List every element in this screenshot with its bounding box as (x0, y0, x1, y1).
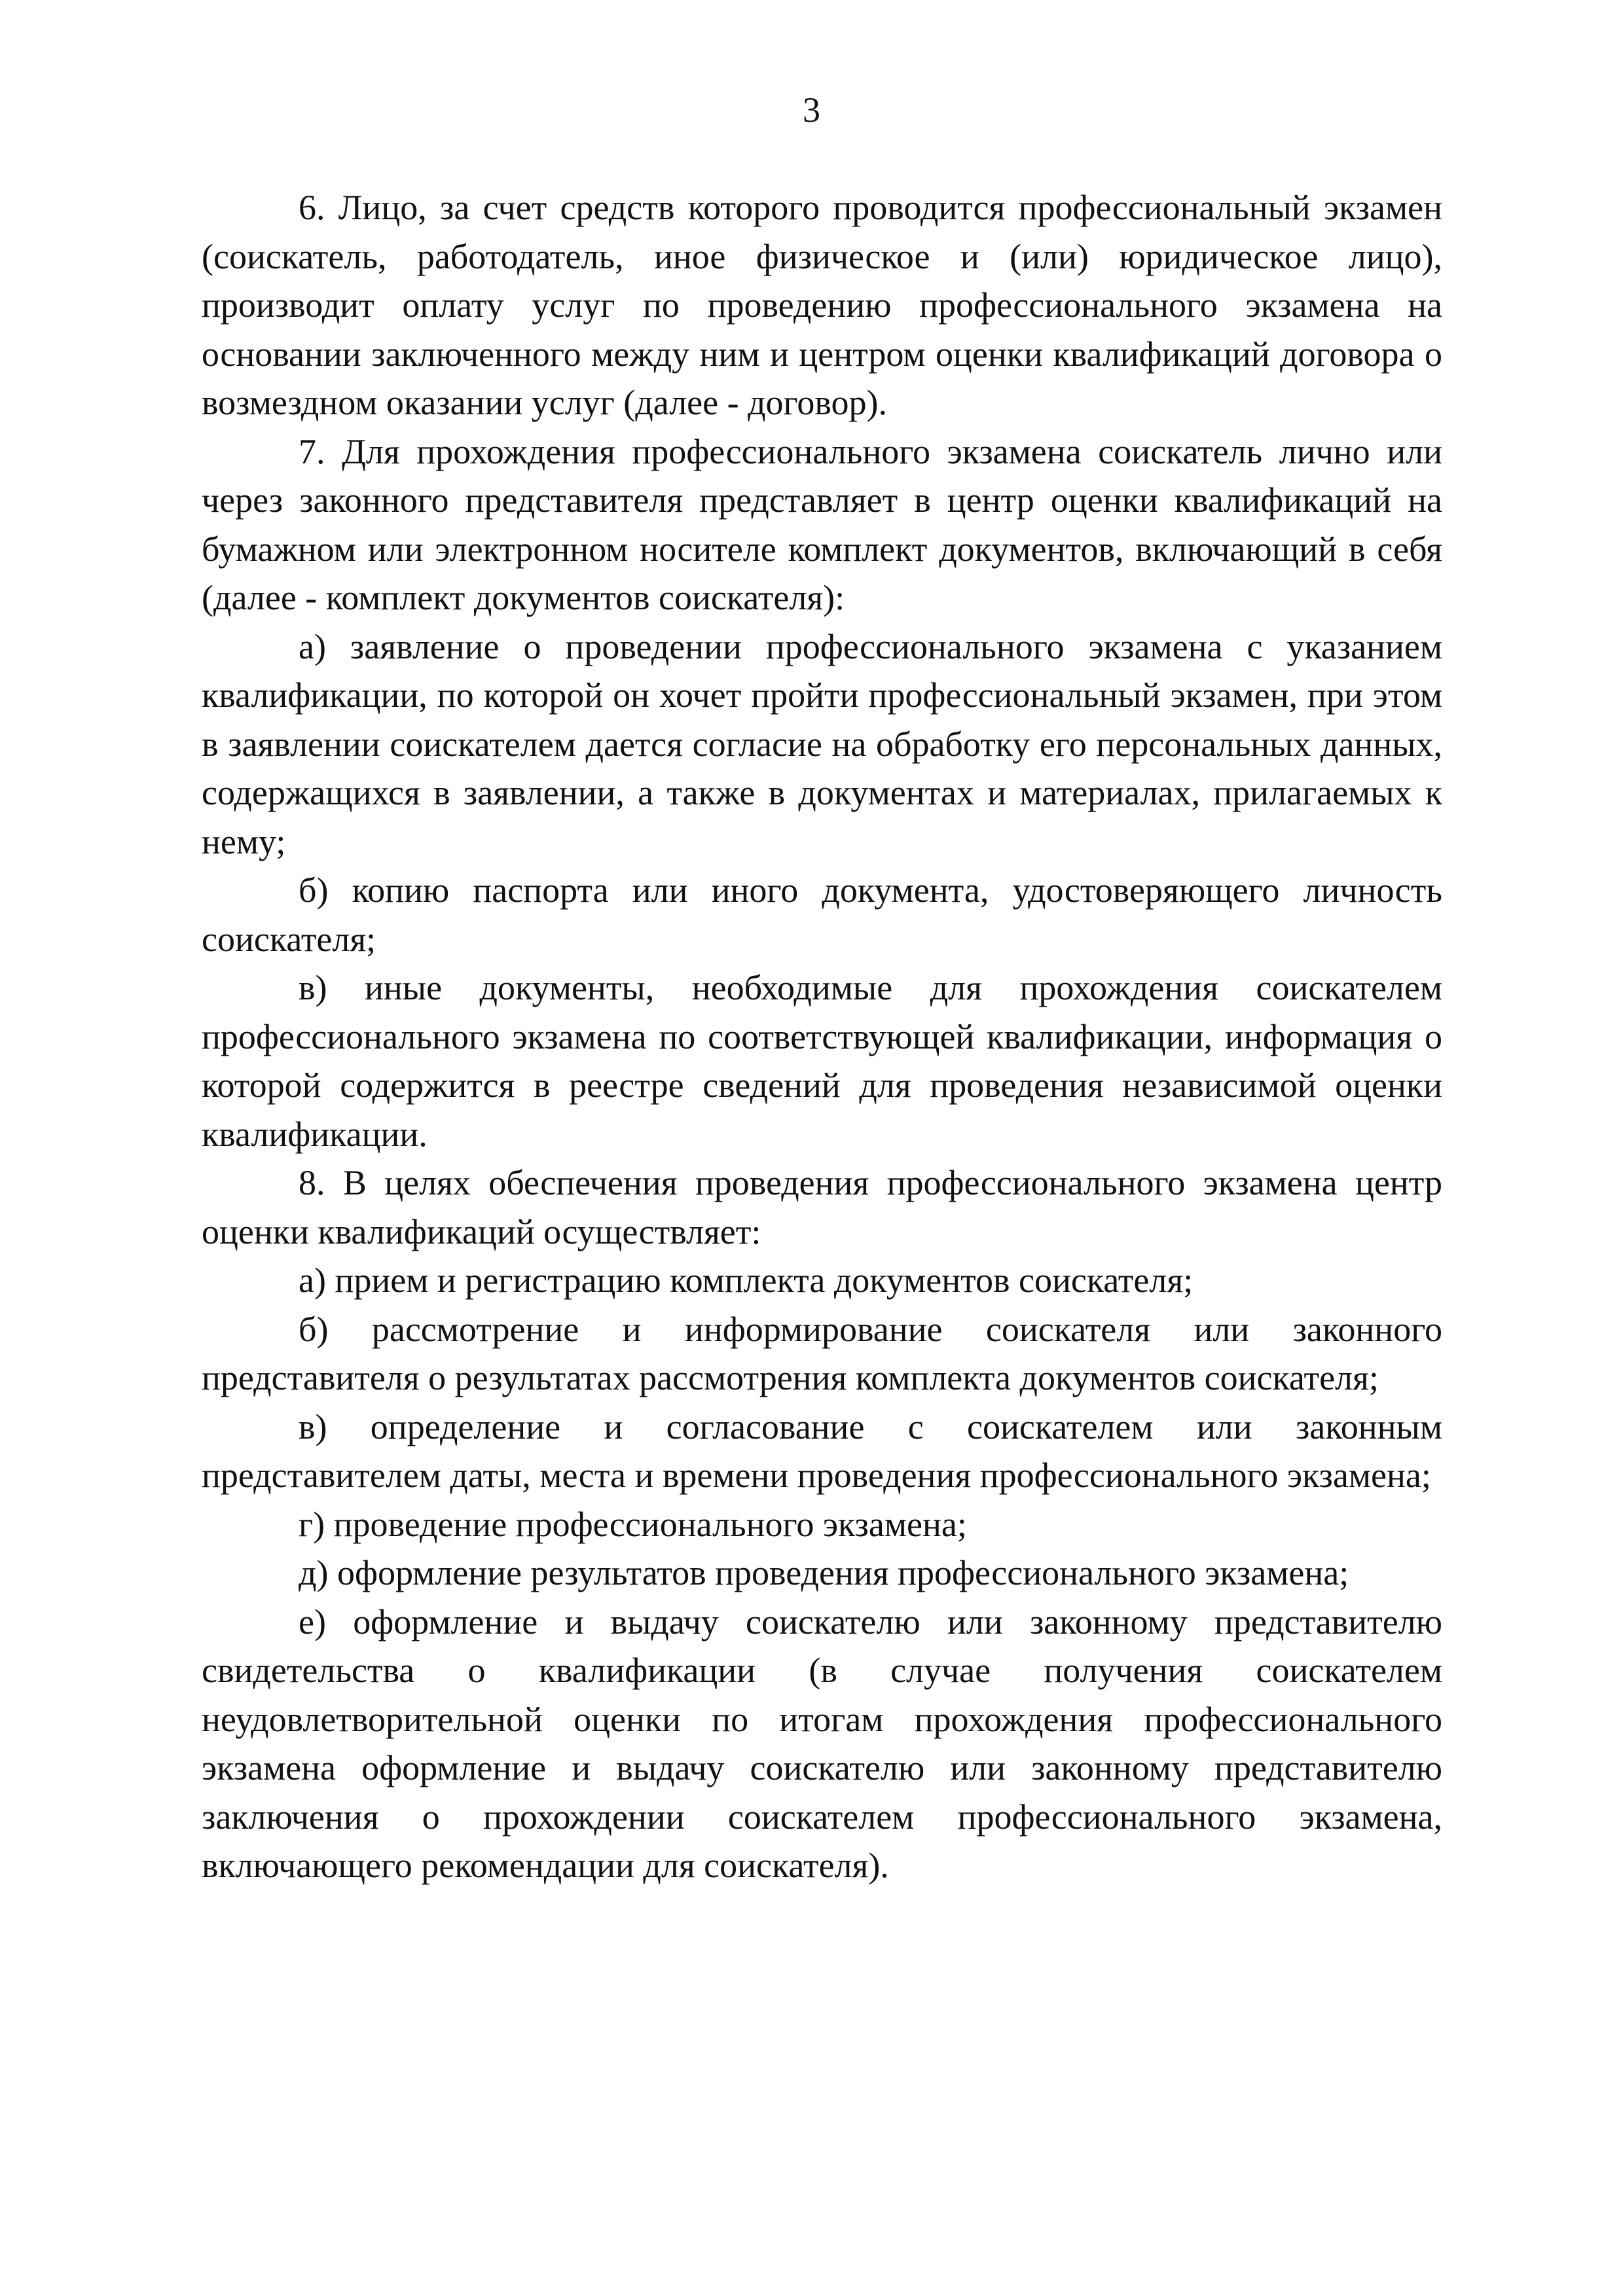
paragraph-7-item-v: в) иные документы, необходимые для прохождения соискателем профессионального экзамена по соответствующей квалификации, информация о которой содержится в реестре сведений для проведения независимой оценки квалификации. (202, 968, 1442, 1154)
paragraph-8-item-b: б) рассмотрение и информирование соискателя или законного представителя о результатах рассмотрения комплекта документов соискателя; (202, 1309, 1442, 1397)
paragraph-8-item-g: г) проведение профессионального экзамена; (299, 1504, 967, 1544)
paragraph-8-item-e: е) оформление и выдачу соискателю или законному представителю свидетельства о квалификации (в случае получения соискателем неудовлетворительной оценки по итогам прохождения профессионального экзамена оформление и выдачу соискателю или законному представителю заключения о прохождении соискателем профессионального экзамена, включающего рекомендации для соискателя). (202, 1602, 1442, 1885)
page-number: 3 (803, 90, 820, 130)
document-body (202, 183, 1442, 1890)
paragraph-8-item-d: д) оформление результатов проведения профессионального экзамена; (299, 1553, 1349, 1592)
paragraph-6: 6. Лицо, за счет средств которого проводится профессиональный экзамен (соискатель, работодатель, иное физическое и (или) юридическое лицо), производит оплату услуг по проведению профессионального экзамена на основании заключенного между ним и центром оценки квалификаций договора о возмездном оказании услуг (далее - договор). (202, 188, 1442, 422)
paragraph-8-item-v: в) определение и согласование с соискателем или законным представителем даты, места и времени проведения профессионального экзамена; (202, 1407, 1442, 1495)
paragraph-8: 8. В целях обеспечения проведения профессионального экзамена центр оценки квалификаций осуществляет: (202, 1163, 1442, 1251)
paragraph-7-item-b: б) копию паспорта или иного документа, удостоверяющего личность соискателя; (202, 870, 1442, 959)
paragraph-8-item-a: а) прием и регистрацию комплекта документов соискателя; (299, 1261, 1194, 1300)
paragraph-7-item-a: а) заявление о проведении профессионального экзамена с указанием квалификации, по которой он хочет пройти профессиональный экзамен, при этом в заявлении соискателем дается согласие на обработку его персональных данных, содержащихся в заявлении, а также в документах и материалах, прилагаемых к нему; (202, 626, 1442, 861)
paragraph-7: 7. Для прохождения профессионального экзамена соискатель лично или через законного представителя представляет в центр оценки квалификаций на бумажном или электронном носителе комплект документов, включающий в себя (далее - комплект документов соискателя): (202, 431, 1442, 617)
